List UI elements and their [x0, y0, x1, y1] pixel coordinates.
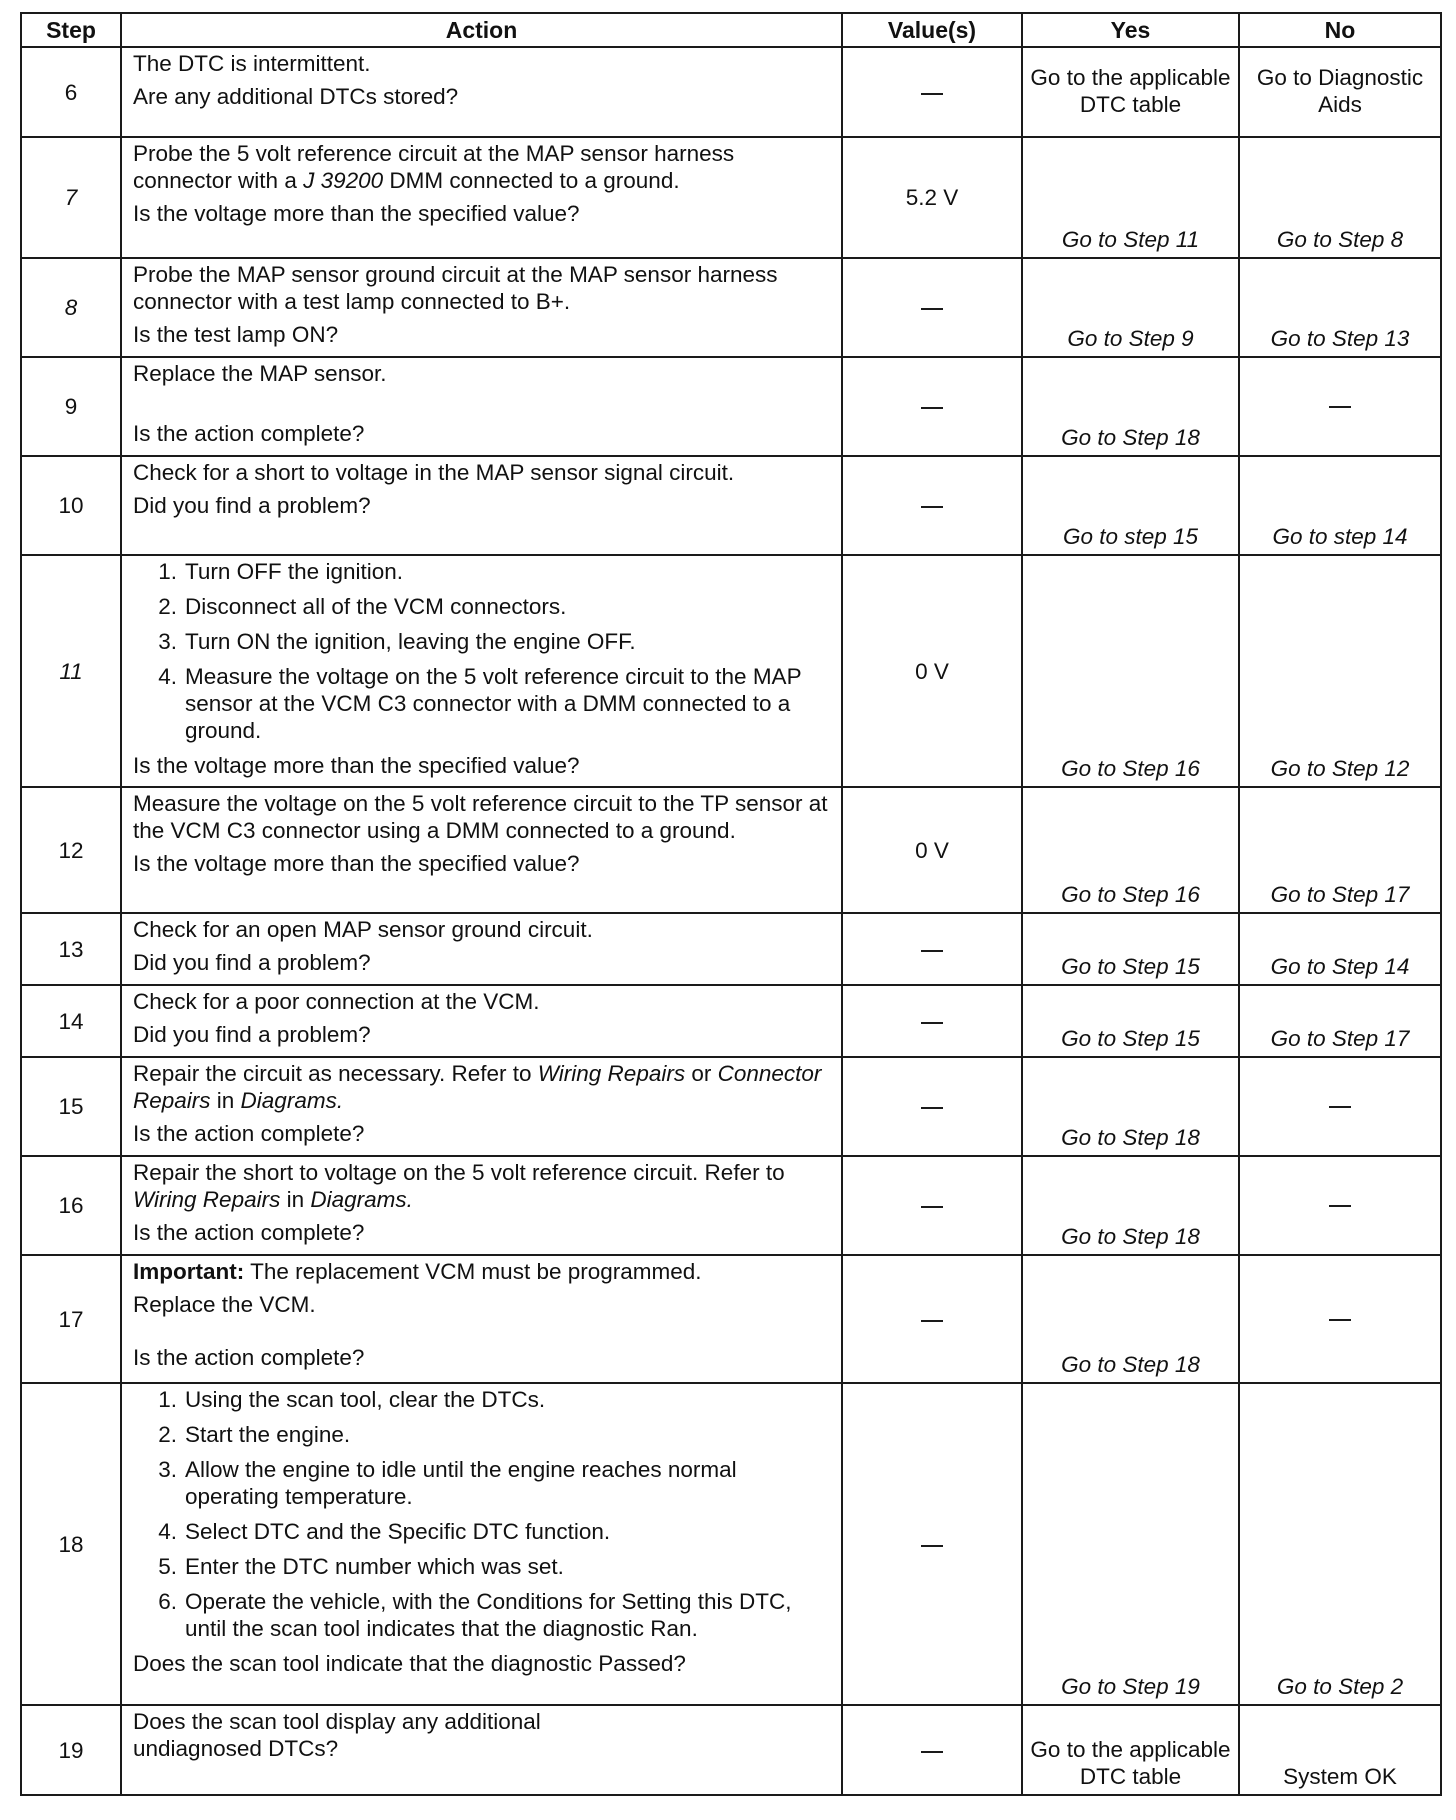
- reference-wiring-repairs: Wiring Repairs: [133, 1187, 281, 1212]
- action-cell: [121, 357, 842, 456]
- no-cell: [1239, 1156, 1441, 1255]
- value-cell: [842, 1383, 1022, 1705]
- header-action: Action: [121, 13, 842, 47]
- value-cell: [842, 1255, 1022, 1383]
- list-item: 6. Operate the vehicle, with the Conditions for Setting this DTC, until the scan tool indicates that the diagnostic Ran.: [158, 1589, 792, 1641]
- header-yes: Yes: [1022, 13, 1239, 47]
- no-cell: Go to Step 14: [1239, 913, 1441, 985]
- list-item: 5. Enter the DTC number which was set.: [158, 1554, 564, 1579]
- list-item: 1. Using the scan tool, clear the DTCs.: [158, 1387, 546, 1412]
- no-cell: Go to Step 2: [1239, 1383, 1441, 1705]
- action-question: Is the voltage more than the specified value?: [133, 753, 580, 778]
- value-dash: [921, 308, 943, 310]
- important-note: Important: The replacement VCM must be programmed.: [133, 1259, 702, 1284]
- list-item: 4. Measure the voltage on the 5 volt reference circuit to the MAP sensor at the VCM C3 connector with a DMM connected to a ground.: [158, 664, 802, 743]
- yes-cell: Go to the applicable DTC table: [1022, 1705, 1239, 1795]
- action-question: Does the scan tool display any additional undiagnosed DTCs?: [133, 1709, 541, 1761]
- value-dash: [921, 93, 943, 95]
- reference-connector-repairs: Connector Repairs: [133, 1061, 822, 1113]
- value-dash: [921, 1022, 943, 1024]
- diagnostic-table: [20, 12, 1442, 1796]
- reference-wiring-repairs: Wiring Repairs: [537, 1061, 686, 1086]
- tool-reference: J 39200: [303, 168, 384, 193]
- table-row-step-11: [21, 555, 1441, 787]
- value-cell: [842, 1057, 1022, 1156]
- no-dash: [1329, 1205, 1351, 1207]
- action-cell: [121, 47, 842, 137]
- no-cell: [1239, 1255, 1441, 1383]
- table-row-step-12: [21, 787, 1441, 913]
- action-question: Did you find a problem?: [133, 950, 371, 975]
- value-cell: [842, 357, 1022, 456]
- value-cell: [842, 1705, 1022, 1795]
- step-number: 12: [21, 787, 121, 913]
- step-number: 6: [21, 47, 121, 137]
- action-cell: [121, 1383, 842, 1705]
- step-number: 9: [21, 357, 121, 456]
- yes-cell: Go to Step 16: [1022, 787, 1239, 913]
- action-question: Is the voltage more than the specified value?: [133, 851, 580, 876]
- header-no: No: [1239, 13, 1441, 47]
- no-cell: Go to Diagnostic Aids: [1239, 47, 1441, 137]
- yes-cell: Go to Step 18: [1022, 1057, 1239, 1156]
- action-text: Probe the 5 volt reference circuit at the MAP sensor harness connector with a J 39200 DMM connected to a ground.: [133, 141, 735, 193]
- procedure-list: [133, 558, 831, 744]
- action-text: Probe the MAP sensor ground circuit at the MAP sensor harness connector with a test lamp connected to B+.: [133, 262, 778, 314]
- action-text: Check for a short to voltage in the MAP sensor signal circuit.: [133, 460, 735, 485]
- action-text: Check for a poor connection at the VCM.: [133, 989, 540, 1014]
- value-cell: [842, 456, 1022, 555]
- action-question: Is the action complete?: [133, 1121, 365, 1146]
- table-row-step-18: [21, 1383, 1441, 1705]
- action-cell: [121, 1057, 842, 1156]
- yes-cell: Go to the applicable DTC table: [1022, 47, 1239, 137]
- action-cell: [121, 1255, 842, 1383]
- value-cell: [842, 47, 1022, 137]
- list-item: 4. Select DTC and the Specific DTC function.: [158, 1519, 611, 1544]
- step-number: 14: [21, 985, 121, 1057]
- value-dash: [921, 506, 943, 508]
- table-row-step-10: [21, 456, 1441, 555]
- action-text: Repair the short to voltage on the 5 volt reference circuit. Refer to Wiring Repairs in Diagrams.: [133, 1160, 785, 1212]
- no-cell: [1239, 357, 1441, 456]
- table-row-step-15: [21, 1057, 1441, 1156]
- action-question: Is the action complete?: [133, 421, 365, 446]
- no-cell: Go to Step 17: [1239, 985, 1441, 1057]
- action-text: The DTC is intermittent.: [133, 51, 371, 76]
- yes-cell: Go to Step 18: [1022, 1156, 1239, 1255]
- action-question: Did you find a problem?: [133, 493, 371, 518]
- important-label: Important:: [133, 1259, 245, 1284]
- reference-diagrams: Diagrams.: [310, 1187, 413, 1212]
- list-item: 3. Turn ON the ignition, leaving the engine OFF.: [158, 629, 636, 654]
- value-cell: 0 V: [842, 555, 1022, 787]
- reference-diagrams: Diagrams.: [240, 1088, 344, 1113]
- action-text: Replace the VCM.: [133, 1292, 316, 1317]
- value-dash: [921, 1545, 943, 1547]
- action-cell: [121, 1705, 842, 1795]
- header-row: [21, 13, 1441, 47]
- step-number: 16: [21, 1156, 121, 1255]
- step-number: 13: [21, 913, 121, 985]
- action-question: Is the action complete?: [133, 1345, 365, 1370]
- yes-cell: Go to Step 11: [1022, 137, 1239, 258]
- no-cell: Go to Step 8: [1239, 137, 1441, 258]
- list-item: 1. Turn OFF the ignition.: [158, 559, 404, 584]
- table-row-step-7: [21, 137, 1441, 258]
- action-cell: [121, 258, 842, 357]
- action-question: Did you find a problem?: [133, 1022, 371, 1047]
- action-question: Is the test lamp ON?: [133, 322, 339, 347]
- action-cell: [121, 913, 842, 985]
- yes-cell: Go to step 15: [1022, 456, 1239, 555]
- table-row-step-13: [21, 913, 1441, 985]
- step-number: 8: [21, 258, 121, 357]
- action-cell: [121, 137, 842, 258]
- value-dash: [921, 1107, 943, 1109]
- yes-cell: Go to Step 18: [1022, 1255, 1239, 1383]
- table-row-step-9: [21, 357, 1441, 456]
- value-cell: 0 V: [842, 787, 1022, 913]
- value-cell: [842, 1156, 1022, 1255]
- value-dash: [921, 1206, 943, 1208]
- action-text: Check for an open MAP sensor ground circuit.: [133, 917, 593, 942]
- value-dash: [921, 1320, 943, 1322]
- list-item: 2. Start the engine.: [158, 1422, 351, 1447]
- value-dash: [921, 1751, 943, 1753]
- no-dash: [1329, 1106, 1351, 1108]
- step-number: 17: [21, 1255, 121, 1383]
- action-cell: [121, 1156, 842, 1255]
- table-row-step-19: [21, 1705, 1441, 1795]
- value-cell: [842, 985, 1022, 1057]
- no-dash: [1329, 406, 1351, 408]
- value-dash: [921, 950, 943, 952]
- yes-cell: Go to Step 18: [1022, 357, 1239, 456]
- step-number: 18: [21, 1383, 121, 1705]
- action-question: Is the voltage more than the specified value?: [133, 201, 580, 226]
- step-number: 10: [21, 456, 121, 555]
- action-question: Is the action complete?: [133, 1220, 365, 1245]
- table-row-step-6: [21, 47, 1441, 137]
- value-cell: 5.2 V: [842, 137, 1022, 258]
- action-cell: [121, 985, 842, 1057]
- no-cell: Go to Step 17: [1239, 787, 1441, 913]
- yes-cell: Go to Step 15: [1022, 985, 1239, 1057]
- action-text: Replace the MAP sensor.: [133, 361, 387, 386]
- action-text: Measure the voltage on the 5 volt reference circuit to the TP sensor at the VCM C3 connector using a DMM connected to a ground.: [133, 791, 828, 843]
- list-item: 3. Allow the engine to idle until the engine reaches normal operating temperature.: [158, 1457, 737, 1509]
- step-number: 15: [21, 1057, 121, 1156]
- yes-cell: Go to Step 16: [1022, 555, 1239, 787]
- list-item: 2. Disconnect all of the VCM connectors.: [158, 594, 567, 619]
- no-cell: Go to step 14: [1239, 456, 1441, 555]
- value-cell: [842, 258, 1022, 357]
- header-step: Step: [21, 13, 121, 47]
- action-text: Repair the circuit as necessary. Refer to Wiring Repairs or Connector Repairs in Diagrams.: [133, 1061, 822, 1113]
- no-cell: [1239, 1057, 1441, 1156]
- table-row-step-8: [21, 258, 1441, 357]
- yes-cell: Go to Step 9: [1022, 258, 1239, 357]
- value-dash: [921, 407, 943, 409]
- action-question: Does the scan tool indicate that the diagnostic Passed?: [133, 1651, 686, 1676]
- value-cell: [842, 913, 1022, 985]
- step-number: 7: [21, 137, 121, 258]
- table-row-step-16: [21, 1156, 1441, 1255]
- action-cell: [121, 787, 842, 913]
- yes-cell: Go to Step 15: [1022, 913, 1239, 985]
- table-row-step-17: [21, 1255, 1441, 1383]
- procedure-list: [133, 1386, 831, 1642]
- no-dash: [1329, 1319, 1351, 1321]
- step-number: 19: [21, 1705, 121, 1795]
- action-question: Are any additional DTCs stored?: [133, 84, 459, 109]
- action-cell: [121, 456, 842, 555]
- header-values: Value(s): [842, 13, 1022, 47]
- action-cell: [121, 555, 842, 787]
- no-cell: Go to Step 12: [1239, 555, 1441, 787]
- no-cell: Go to Step 13: [1239, 258, 1441, 357]
- yes-cell: Go to Step 19: [1022, 1383, 1239, 1705]
- no-cell: System OK: [1239, 1705, 1441, 1795]
- table-row-step-14: [21, 985, 1441, 1057]
- step-number: 11: [21, 555, 121, 787]
